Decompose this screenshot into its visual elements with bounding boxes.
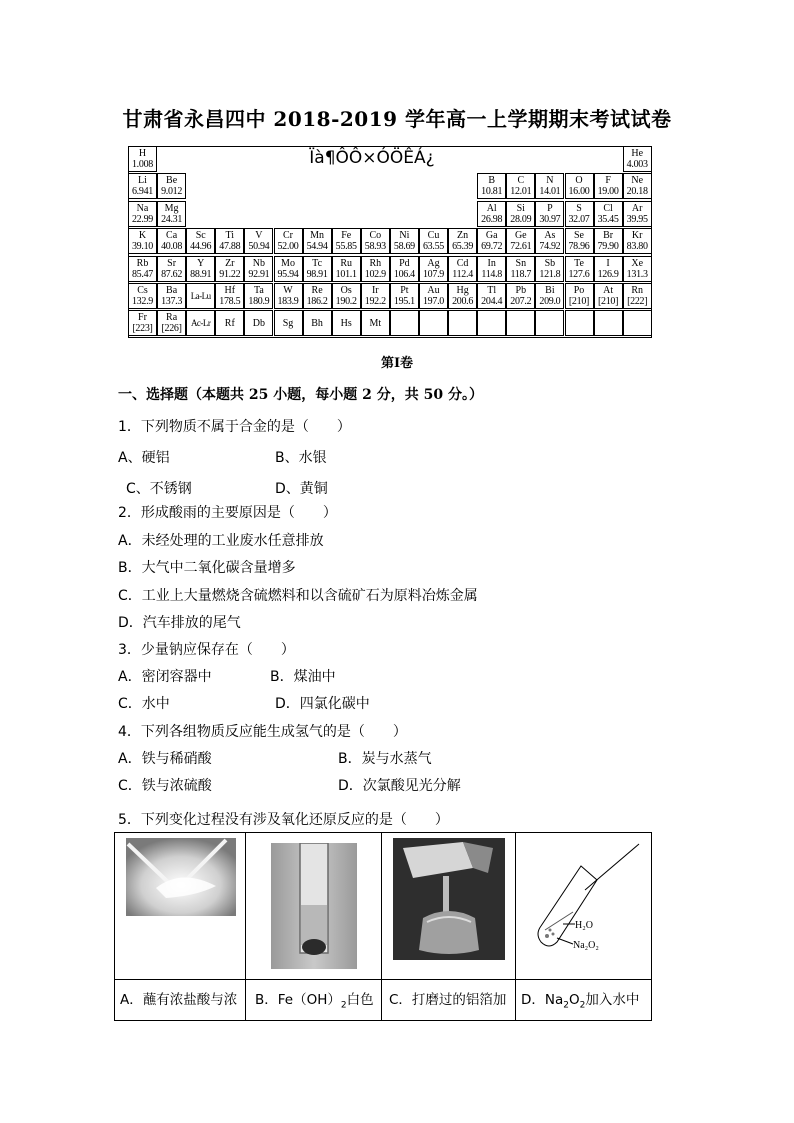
element-cell-zr	[215, 256, 244, 282]
diagram-sodium-peroxide-water	[523, 838, 647, 953]
element-symbol: Po	[573, 285, 585, 296]
element-symbol: Cd	[456, 257, 469, 269]
element-mass: 195.1	[393, 296, 415, 307]
element-cell-v	[244, 228, 273, 254]
element-cell-db	[244, 310, 273, 336]
element-cell-w	[274, 283, 303, 309]
element-mass: 4.003	[626, 159, 648, 170]
element-cell-al	[477, 201, 506, 227]
element-cell-rf	[215, 310, 244, 336]
element-mass: 52.00	[277, 241, 299, 253]
element-symbol: Hs	[340, 318, 352, 330]
empty-cell	[535, 310, 564, 336]
element-mass: 69.72	[481, 241, 503, 253]
element-symbol: Pt	[400, 285, 409, 296]
element-cell-f	[594, 173, 623, 199]
element-mass: 186.2	[306, 296, 328, 307]
element-mass: 19.00	[597, 186, 619, 198]
element-symbol: In	[487, 257, 496, 269]
element-cell-n	[535, 173, 564, 199]
question-2-stem: 2．形成酸雨的主要原因是（ ）	[118, 505, 337, 521]
element-mass: 92.91	[248, 268, 270, 280]
element-mass: 190.2	[335, 296, 357, 307]
element-cell-nb	[244, 256, 273, 282]
element-mass: 16.00	[568, 186, 590, 198]
element-cell-b	[477, 173, 506, 199]
element-cell-c	[506, 173, 535, 199]
question-4-option-d: D．次氯酸见光分解	[338, 778, 461, 794]
element-symbol: Ca	[166, 230, 178, 242]
question-1-option-a: A、硬铝	[118, 450, 170, 466]
element-cell-co	[361, 228, 390, 254]
question-1-stem: 1．下列物质不属于合金的是（ ）	[118, 419, 351, 435]
element-cell-sg	[274, 310, 303, 336]
table-divider	[115, 979, 651, 980]
element-cell-os	[332, 283, 361, 309]
element-cell-cd	[448, 256, 477, 282]
table-divider	[245, 833, 246, 1020]
element-symbol: Ge	[514, 230, 527, 242]
element-symbol: Ne	[631, 175, 644, 187]
question-3-option-b: B．煤油中	[270, 669, 336, 685]
element-symbol: Al	[486, 202, 497, 214]
element-mass: 85.47	[131, 268, 153, 280]
element-cell-fr	[128, 310, 157, 336]
element-cell-xe	[623, 256, 652, 282]
element-symbol: Db	[252, 318, 265, 330]
element-mass: 137.3	[161, 296, 183, 307]
element-cell-he	[623, 146, 652, 172]
element-mass: 12.01	[510, 186, 532, 198]
element-mass: 127.6	[568, 268, 590, 280]
element-cell-bi	[535, 283, 564, 309]
element-symbol: Cl	[603, 202, 613, 214]
element-mass: 44.96	[190, 241, 212, 253]
question-3-stem: 3．少量钠应保存在（ ）	[118, 642, 295, 658]
element-symbol: As	[544, 230, 556, 242]
element-mass: 95.94	[277, 268, 299, 280]
element-symbol: W	[283, 285, 293, 296]
element-cell-s	[565, 201, 594, 227]
element-cell-ba	[157, 283, 186, 309]
element-symbol: Sn	[515, 257, 527, 269]
element-mass: 9.012	[161, 186, 183, 198]
element-cell-pb	[506, 283, 535, 309]
question-1-option-d: D、黄铜	[275, 481, 328, 497]
element-mass: 88.91	[190, 268, 212, 280]
question-5-stem: 5．下列变化过程没有涉及氧化还原反应的是（ ）	[118, 812, 449, 828]
element-symbol: Mt	[369, 318, 382, 330]
element-cell-cr	[274, 228, 303, 254]
element-mass: 98.91	[306, 268, 328, 280]
element-mass: 107.9	[422, 268, 444, 280]
element-mass: 101.1	[335, 268, 357, 280]
element-symbol: Mo	[281, 257, 295, 269]
empty-cell	[448, 310, 477, 336]
question-4-option-a: A．铁与稀硝酸	[118, 751, 212, 767]
element-symbol: Rh	[369, 257, 382, 269]
element-mass: 204.4	[481, 296, 503, 307]
element-mass: 192.2	[364, 296, 386, 307]
empty-cell	[594, 310, 623, 336]
element-cell-mn	[303, 228, 332, 254]
element-cell-li	[128, 173, 157, 199]
element-cell-ta	[244, 283, 273, 309]
element-cell-po	[565, 283, 594, 309]
element-cell-k	[128, 228, 157, 254]
element-mass: 183.9	[277, 296, 299, 307]
element-mass: 35.45	[597, 213, 619, 225]
element-symbol: C	[517, 175, 525, 187]
question-4-stem: 4．下列各组物质反应能生成氢气的是（ ）	[118, 724, 407, 740]
element-mass: 55.85	[335, 241, 357, 253]
element-symbol: Bh	[311, 318, 323, 330]
element-symbol: Co	[369, 230, 382, 242]
element-cell-sr	[157, 256, 186, 282]
element-cell-as	[535, 228, 564, 254]
empty-cell	[506, 310, 535, 336]
element-cell-tc	[303, 256, 332, 282]
element-symbol: N	[546, 175, 554, 187]
element-mass: 58.69	[393, 241, 415, 253]
element-symbol: Pd	[399, 257, 410, 269]
question-5-caption-c: C．打磨过的铝箔加	[389, 992, 507, 1008]
element-mass: 106.4	[393, 268, 415, 280]
element-mass: 14.01	[539, 186, 561, 198]
element-symbol: Ir	[371, 285, 379, 296]
element-symbol: Sb	[544, 257, 556, 269]
element-symbol: He	[631, 148, 644, 159]
element-symbol: Rb	[136, 257, 149, 269]
element-mass: 65.39	[452, 241, 474, 253]
element-cell-sb	[535, 256, 564, 282]
element-mass: 30.97	[539, 213, 561, 225]
element-mass: 197.0	[422, 296, 444, 307]
element-mass: 72.61	[510, 241, 532, 253]
element-mass: 79.90	[597, 241, 619, 253]
element-mass: 207.2	[510, 296, 532, 307]
element-symbol: Sg	[282, 318, 294, 330]
element-cell-te	[565, 256, 594, 282]
element-cell-ir	[361, 283, 390, 309]
element-mass: 74.92	[539, 241, 561, 253]
question-2-option-c: C．工业上大量燃烧含硫燃料和以含硫矿石为原料冶炼金属	[118, 588, 478, 604]
question-1-option-c: C、不锈钢	[126, 481, 192, 497]
question-3-option-c: C．水中	[118, 696, 170, 712]
element-cell-ra	[157, 310, 186, 336]
element-cell-sn	[506, 256, 535, 282]
element-mass: 63.55	[422, 241, 444, 253]
element-cell-ca	[157, 228, 186, 254]
element-mass: 26.98	[481, 213, 503, 225]
question-2-option-d: D．汽车排放的尾气	[118, 615, 241, 631]
element-symbol: Re	[311, 285, 323, 296]
element-symbol: Zr	[225, 257, 235, 269]
section-label: 第Ⅰ卷	[380, 356, 414, 371]
element-mass: 58.93	[364, 241, 386, 253]
element-cell-tl	[477, 283, 506, 309]
element-symbol: P	[547, 202, 553, 214]
element-mass: 28.09	[510, 213, 532, 225]
question-3-option-a: A．密闭容器中	[118, 669, 212, 685]
element-cell-ni	[390, 228, 419, 254]
element-cell-ti	[215, 228, 244, 254]
question-2-option-a: A．未经处理的工业废水任意排放	[118, 533, 324, 549]
element-mass: 178.5	[219, 296, 241, 307]
element-symbol: K	[138, 230, 147, 242]
empty-cell	[390, 310, 419, 336]
element-cell-ar	[623, 201, 652, 227]
element-mass: 102.9	[364, 268, 386, 280]
element-symbol: Nb	[252, 257, 265, 269]
element-cell-ge	[506, 228, 535, 254]
element-symbol: Hf	[224, 285, 236, 296]
element-symbol: H	[138, 148, 147, 159]
element-mass: 112.4	[452, 268, 473, 280]
element-cell-at	[594, 283, 623, 309]
element-symbol: Au	[427, 285, 440, 296]
element-mass: 47.88	[219, 241, 241, 253]
question-2-option-b: B．大气中二氧化碳含量增多	[118, 560, 296, 576]
element-symbol: Br	[603, 230, 614, 242]
element-cell-rn	[623, 283, 652, 309]
page-title: 甘肃省永昌四中 2018-2019 学年高一上学期期末考试试卷	[122, 107, 672, 131]
element-symbol: Ba	[166, 285, 178, 296]
element-symbol: Zn	[457, 230, 469, 242]
element-mass: [222]	[627, 296, 648, 307]
element-mass: 20.18	[626, 186, 648, 198]
element-symbol: Te	[574, 257, 584, 269]
element-symbol: Ra	[166, 312, 178, 324]
element-cell-se	[565, 228, 594, 254]
element-symbol: Ac-Lr	[190, 318, 211, 329]
element-symbol: Ar	[631, 202, 643, 214]
element-mass: 6.941	[131, 186, 153, 198]
empty-cell	[419, 310, 448, 336]
element-cell-kr	[623, 228, 652, 254]
element-mass: 39.10	[131, 241, 153, 253]
element-symbol: Ru	[340, 257, 353, 269]
element-symbol: Si	[516, 202, 525, 214]
element-symbol: F	[605, 175, 611, 187]
element-cell-ac-lr	[186, 310, 215, 336]
periodic-table-heading: Ïà¶ÔÔ×ÓÖÊÁ¿	[309, 148, 435, 168]
element-symbol: Ga	[485, 230, 498, 242]
element-mass: [226]	[161, 323, 182, 335]
element-mass: 114.8	[481, 268, 502, 280]
element-cell-rb	[128, 256, 157, 282]
element-cell-br	[594, 228, 623, 254]
element-mass: 32.07	[568, 213, 590, 225]
element-cell-o	[565, 173, 594, 199]
element-cell-zn	[448, 228, 477, 254]
element-symbol: Ag	[427, 257, 440, 269]
element-symbol: O	[575, 175, 583, 187]
element-mass: 83.80	[626, 241, 648, 253]
element-symbol: Y	[197, 257, 205, 269]
part-heading: 一、选择题（本题共 25 小题，每小题 2 分，共 50 分。）	[118, 387, 483, 403]
element-symbol: Cu	[427, 230, 440, 242]
element-cell-mt	[361, 310, 390, 336]
element-cell-rh	[361, 256, 390, 282]
element-cell-mo	[274, 256, 303, 282]
element-mass: [210]	[598, 296, 619, 307]
element-mass: 118.7	[510, 268, 532, 280]
element-cell-cl	[594, 201, 623, 227]
element-mass: [210]	[568, 296, 590, 307]
question-5-image-table	[114, 832, 652, 1021]
element-symbol: Cs	[137, 285, 148, 296]
element-symbol: Rf	[224, 318, 235, 330]
element-symbol: B	[488, 175, 496, 187]
element-cell-ag	[419, 256, 448, 282]
element-mass: 209.0	[539, 296, 561, 307]
element-mass: 126.9	[597, 268, 619, 280]
element-mass: 39.95	[626, 213, 648, 225]
photo-ammonium-chloride-smoke	[126, 838, 236, 916]
element-cell-i	[594, 256, 623, 282]
element-cell-p	[535, 201, 564, 227]
element-cell-pd	[390, 256, 419, 282]
element-symbol: Ni	[399, 230, 410, 242]
element-symbol: S	[576, 202, 582, 214]
element-mass: 91.22	[219, 268, 241, 280]
empty-cell	[565, 310, 594, 336]
element-symbol: Li	[138, 175, 147, 187]
element-cell-in	[477, 256, 506, 282]
element-symbol: Hg	[456, 285, 469, 296]
element-cell-sc	[186, 228, 215, 254]
element-cell-hg	[448, 283, 477, 309]
element-cell-y	[186, 256, 215, 282]
element-mass: 24.31	[161, 213, 183, 225]
element-symbol: Pb	[515, 285, 527, 296]
element-cell-hs	[332, 310, 361, 336]
element-symbol: Cr	[283, 230, 293, 242]
element-symbol: Sr	[167, 257, 177, 269]
element-symbol: Kr	[631, 230, 643, 242]
question-5-caption-a: A．蘸有浓盐酸与浓	[120, 992, 238, 1008]
element-symbol: Fe	[341, 230, 352, 242]
element-cell-si	[506, 201, 535, 227]
element-symbol: Xe	[631, 257, 644, 269]
element-symbol: Rn	[631, 285, 644, 296]
element-mass: 22.99	[131, 213, 153, 225]
element-cell-cu	[419, 228, 448, 254]
element-symbol: Sc	[195, 230, 206, 242]
element-mass: 78.96	[568, 241, 590, 253]
element-cell-ne	[623, 173, 652, 199]
question-3-option-d: D．四氯化碳中	[275, 696, 370, 712]
empty-cell	[477, 310, 506, 336]
element-mass: 54.94	[306, 241, 328, 253]
element-mass: 121.8	[539, 268, 561, 280]
periodic-table	[128, 146, 652, 338]
element-cell-be	[157, 173, 186, 199]
element-cell-fe	[332, 228, 361, 254]
element-symbol: Os	[340, 285, 352, 296]
element-cell-re	[303, 283, 332, 309]
empty-cell	[623, 310, 652, 336]
element-cell-pt	[390, 283, 419, 309]
element-symbol: Se	[574, 230, 584, 242]
question-4-option-c: C．铁与浓硫酸	[118, 778, 212, 794]
element-cell-bh	[303, 310, 332, 336]
element-cell-mg	[157, 201, 186, 227]
element-cell-au	[419, 283, 448, 309]
photo-ferrous-hydroxide-tube	[271, 843, 357, 969]
element-cell-ru	[332, 256, 361, 282]
question-1-option-b: B、水银	[275, 450, 327, 466]
table-divider	[515, 833, 516, 1020]
element-symbol: Fr	[138, 312, 147, 324]
element-mass: 10.81	[481, 186, 503, 198]
element-mass: 40.08	[161, 241, 183, 253]
element-mass: 180.9	[248, 296, 270, 307]
table-divider	[381, 833, 382, 1020]
element-symbol: Ti	[225, 230, 235, 242]
element-symbol: La-Lu	[190, 291, 211, 301]
element-symbol: Ta	[253, 285, 264, 296]
question-4-option-b: B．炭与水蒸气	[338, 751, 432, 767]
question-5-caption-d: D．$Na_2O_2$加入水中	[521, 992, 640, 1011]
element-symbol: Bi	[545, 285, 555, 296]
label-sodium-peroxide: Na₂O₂	[573, 940, 599, 951]
element-symbol: V	[255, 230, 263, 242]
label-water: H₂O	[575, 920, 593, 931]
element-mass: 50.94	[248, 241, 270, 253]
element-mass: 87.62	[161, 268, 183, 280]
element-cell-ga	[477, 228, 506, 254]
element-symbol: I	[606, 257, 610, 269]
question-5-caption-b: B．$Fe(OH)_2$白色	[255, 992, 374, 1011]
element-symbol: Tc	[312, 257, 323, 269]
photo-aluminum-foil-heating	[393, 838, 505, 960]
element-symbol: Be	[166, 175, 178, 187]
element-mass: [223]	[132, 323, 153, 335]
element-cell-na	[128, 201, 157, 227]
element-symbol: Tl	[487, 285, 497, 296]
element-symbol: Na	[136, 202, 149, 214]
element-cell-la-lu	[186, 283, 215, 309]
element-mass: 131.3	[626, 268, 648, 280]
element-cell-cs	[128, 283, 157, 309]
element-symbol: At	[603, 285, 614, 296]
element-mass: 200.6	[452, 296, 474, 307]
element-cell-h	[128, 146, 157, 172]
element-symbol: Mn	[310, 230, 325, 242]
element-mass: 1.008	[131, 159, 153, 170]
element-cell-hf	[215, 283, 244, 309]
element-mass: 132.9	[131, 296, 153, 307]
element-symbol: Mg	[164, 202, 179, 214]
